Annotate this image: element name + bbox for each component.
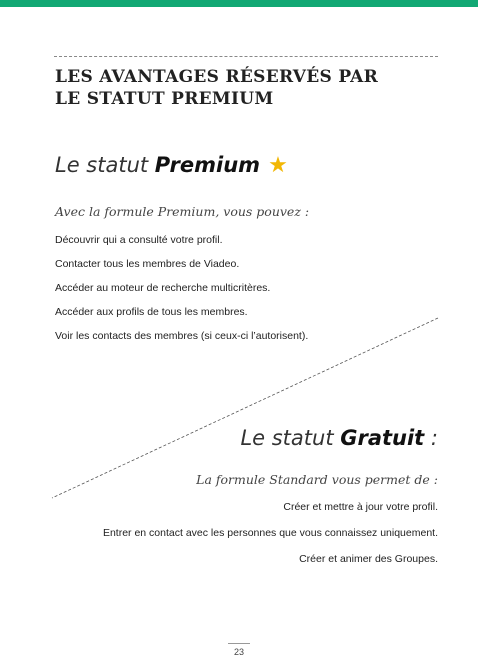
list-item: Créer et mettre à jour votre profil. <box>283 501 438 513</box>
gratuit-section-title <box>240 426 438 450</box>
list-item: Voir les contacts des membres (si ceux-ci l’autorisent). <box>55 330 309 342</box>
premium-title-prefix: Le statut <box>55 153 155 177</box>
gratuit-title-prefix: Le statut <box>240 426 341 450</box>
gratuit-benefits-list <box>103 500 438 578</box>
star-icon: ★ <box>268 153 288 178</box>
premium-subtitle: Avec la formule Premium, vous pouvez : <box>55 204 310 219</box>
list-item: Découvrir qui a consulté votre profil. <box>55 234 223 246</box>
list-item: Contacter tous les membres de Viadeo. <box>55 258 240 270</box>
page-title-line-1: LES AVANTAGES RÉSERVÉS PAR <box>55 67 379 87</box>
premium-title-bold: Premium <box>154 153 261 177</box>
gratuit-subtitle: La formule Standard vous permet de : <box>196 472 438 487</box>
list-item: Entrer en contact avec les personnes que vous connaissez uniquement. <box>102 527 438 539</box>
gratuit-title-suffix: : <box>424 426 438 450</box>
list-item: Créer et animer des Groupes. <box>299 553 438 565</box>
page-number: 23 <box>233 647 244 657</box>
page-number-rule <box>228 643 250 644</box>
page-title-line-2: LE STATUT PREMIUM <box>55 89 274 109</box>
gratuit-title-bold: Gratuit <box>340 426 425 450</box>
list-item: Accéder au moteur de recherche multicritères. <box>55 282 271 294</box>
list-item: Accéder aux profils de tous les membres. <box>55 306 248 318</box>
